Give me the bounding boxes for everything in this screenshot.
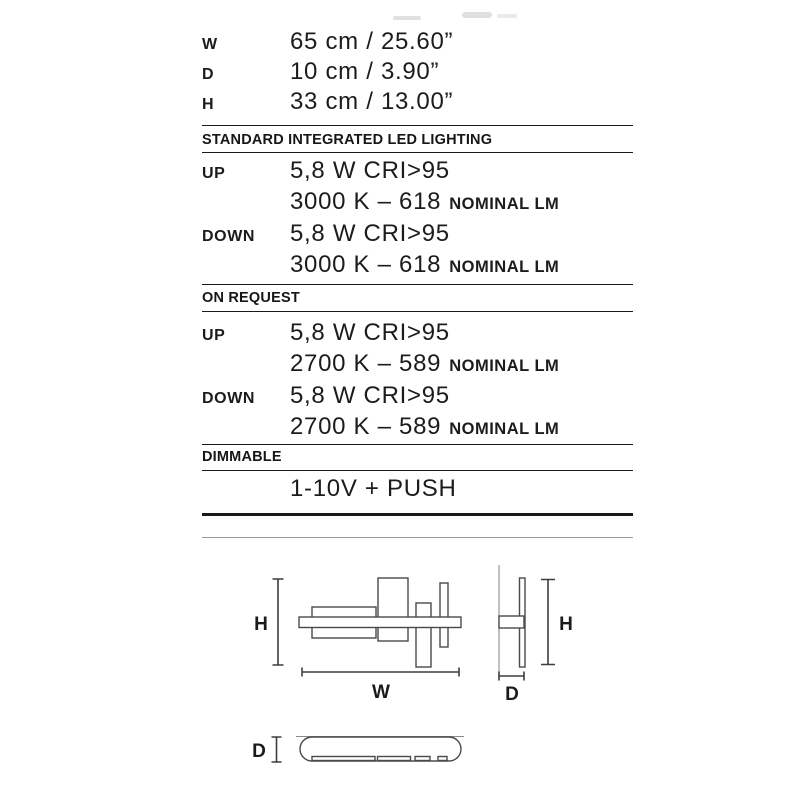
front-view: [254, 578, 461, 703]
crop-artifact: [462, 12, 492, 18]
spec-suffix: NOMINAL LM: [449, 258, 560, 276]
dimension-label: D: [202, 66, 215, 83]
dimension-value: 10 cm / 3.90”: [290, 58, 440, 85]
spec-row: [202, 250, 652, 283]
spec-row: [202, 349, 652, 382]
front-width-label: W: [372, 682, 390, 703]
section-header-dimmable: DIMMABLE: [202, 449, 282, 465]
spec-label: UP: [202, 327, 226, 344]
front-width-dimension-line: [302, 668, 459, 677]
spec-label: DOWN: [202, 228, 256, 245]
dimension-label: W: [202, 36, 218, 53]
spec-value: 3000 K – 618: [290, 188, 442, 215]
front-height-dimension-line: [273, 579, 284, 665]
spec-value: 3000 K – 618: [290, 251, 442, 278]
section-header-standard: STANDARD INTEGRATED LED LIGHTING: [202, 132, 493, 148]
divider-thick: [202, 513, 633, 516]
spec-value: 5,8 W CRI>95: [290, 220, 450, 247]
spec-row: [202, 219, 652, 252]
spec-value: 2700 K – 589: [290, 413, 442, 440]
dimension-row: [202, 27, 652, 60]
dimension-value: 33 cm / 13.00”: [290, 88, 454, 115]
dimension-row: [202, 57, 652, 90]
spec-row: [202, 412, 652, 445]
section-header-on-request: ON REQUEST: [202, 290, 300, 306]
side-depth-label: D: [505, 684, 519, 705]
bottom-diffuser-strip: [415, 757, 430, 761]
spec-row: [202, 156, 652, 189]
bottom-diffuser-strip: [438, 757, 447, 761]
spec-row: [202, 318, 652, 351]
divider: [202, 470, 633, 471]
side-view: [499, 565, 573, 705]
spec-value: 5,8 W CRI>95: [290, 157, 450, 184]
divider: [202, 125, 633, 126]
spec-row: [202, 187, 652, 220]
bottom-depth-dimension-line: [272, 737, 282, 762]
spec-value: 5,8 W CRI>95: [290, 382, 450, 409]
spec-value: 2700 K – 589: [290, 350, 442, 377]
spec-row: [202, 381, 652, 414]
dimmable-value: 1-10V + PUSH: [290, 475, 457, 502]
spec-suffix: NOMINAL LM: [449, 420, 560, 438]
front-center-panel: [378, 578, 408, 641]
divider: [202, 284, 633, 285]
spec-label: UP: [202, 165, 226, 182]
bottom-view: [252, 737, 464, 763]
bottom-depth-label: D: [252, 741, 266, 762]
spec-value: 5,8 W CRI>95: [290, 319, 450, 346]
divider: [202, 311, 633, 312]
side-height-label: H: [559, 614, 573, 635]
front-height-label: H: [254, 614, 268, 635]
crop-artifact: [497, 14, 517, 18]
spec-row: [202, 474, 652, 507]
bottom-diffuser-strip: [312, 757, 375, 761]
technical-drawings: [0, 560, 800, 800]
front-end-slat: [440, 583, 448, 647]
crop-artifact: [393, 16, 421, 20]
divider: [202, 152, 633, 153]
side-depth-dimension-line: [499, 672, 524, 681]
dimension-value: 65 cm / 25.60”: [290, 28, 454, 55]
side-height-dimension-line: [541, 580, 555, 665]
divider: [202, 444, 633, 445]
spec-suffix: NOMINAL LM: [449, 195, 560, 213]
divider-light: [202, 537, 633, 538]
front-horizontal-bar: [299, 617, 461, 628]
spec-suffix: NOMINAL LM: [449, 357, 560, 375]
front-right-panel: [416, 603, 431, 667]
bottom-diffuser-strip: [378, 757, 411, 761]
spec-label: DOWN: [202, 390, 256, 407]
dimension-label: H: [202, 96, 215, 113]
dimension-row: [202, 87, 652, 120]
side-mount-box: [499, 616, 524, 628]
